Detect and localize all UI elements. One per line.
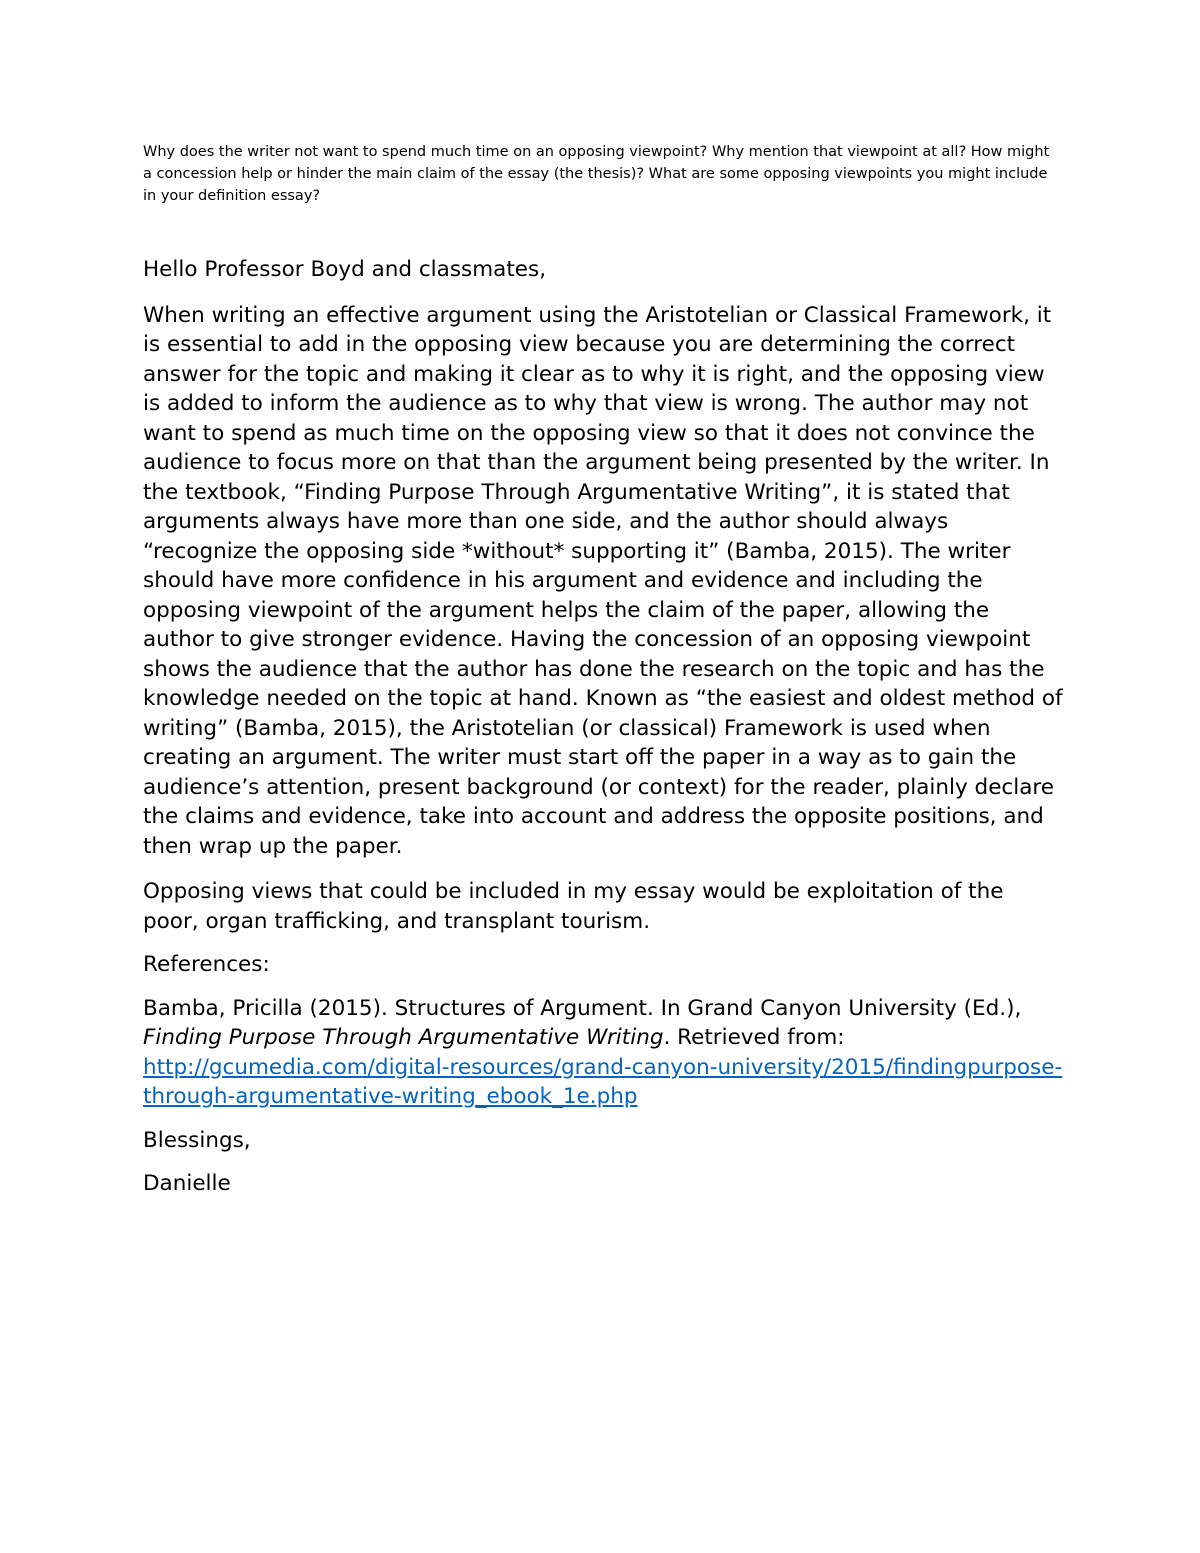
main-paragraph: When writing an effective argument using the Aristotelian or Classical Framework, it is essential to add in the opposing view because you are determining the correct answer for the topic and making it clear as to why it is right, and the opposing view is added to inform the audience as to why that view is wrong. The author may not want to spend as much time on the opposing view so that it does not convince the audience to focus more on that than the argument being presented by the writer. In the textbook, “Finding Purpose Through Argumentative Writing”, it is stated that arguments always have more than one side, and the author should always “recognize the opposing side *without* supporting it” (Bamba, 2015). The writer should have more confidence in his argument and evidence and including the opposing viewpoint of the argument helps the claim of the paper, allowing the author to give stronger evidence. Having the concession of an opposing viewpoint shows the audience that the author has done the research on the topic and has the knowledge needed on the topic at hand. Known as “the easiest and oldest method of writing” (Bamba, 2015), the Aristotelian (or classical) Framework is used when creating an argument. The writer must start off the paper in a way as to gain the audience’s attention, present background (or context) for the reader, plainly declare the claims and evidence, take into account and address the opposite positions, and then wrap up the paper. xyxy=(143,302,1063,859)
closing: Blessings, xyxy=(143,1127,251,1153)
opposing-views-paragraph: Opposing views that could be included in my essay would be exploitation of the poor, organ trafficking, and transplant tourism. xyxy=(143,879,1004,934)
document-content xyxy=(143,141,1063,1213)
reference-suffix: . Retrieved from: xyxy=(663,1025,845,1050)
reference-link[interactable]: http://gcumedia.com/digital-resources/grand-canyon-university/2015/findingpurpose-through-argumentative-writing_ebook_1e.php xyxy=(143,1054,1063,1109)
signature: Danielle xyxy=(143,1171,231,1196)
references-heading: References: xyxy=(143,952,270,977)
greeting: Hello Professor Boyd and classmates, xyxy=(143,257,547,282)
reference-entry xyxy=(143,994,1063,1112)
discussion-prompt: Why does the writer not want to spend much time on an opposing viewpoint? Why mention that viewpoint at all? How might a concession help or hinder the main claim of the essay (the thesis)? What are some opposing viewpoints you might include in your definition essay? xyxy=(143,144,1050,204)
reference-prefix: Bamba, Pricilla (2015). Structures of Argument. In Grand Canyon University (Ed.), xyxy=(143,995,1022,1021)
reference-title: Finding Purpose Through Argumentative Writing xyxy=(143,1025,664,1050)
